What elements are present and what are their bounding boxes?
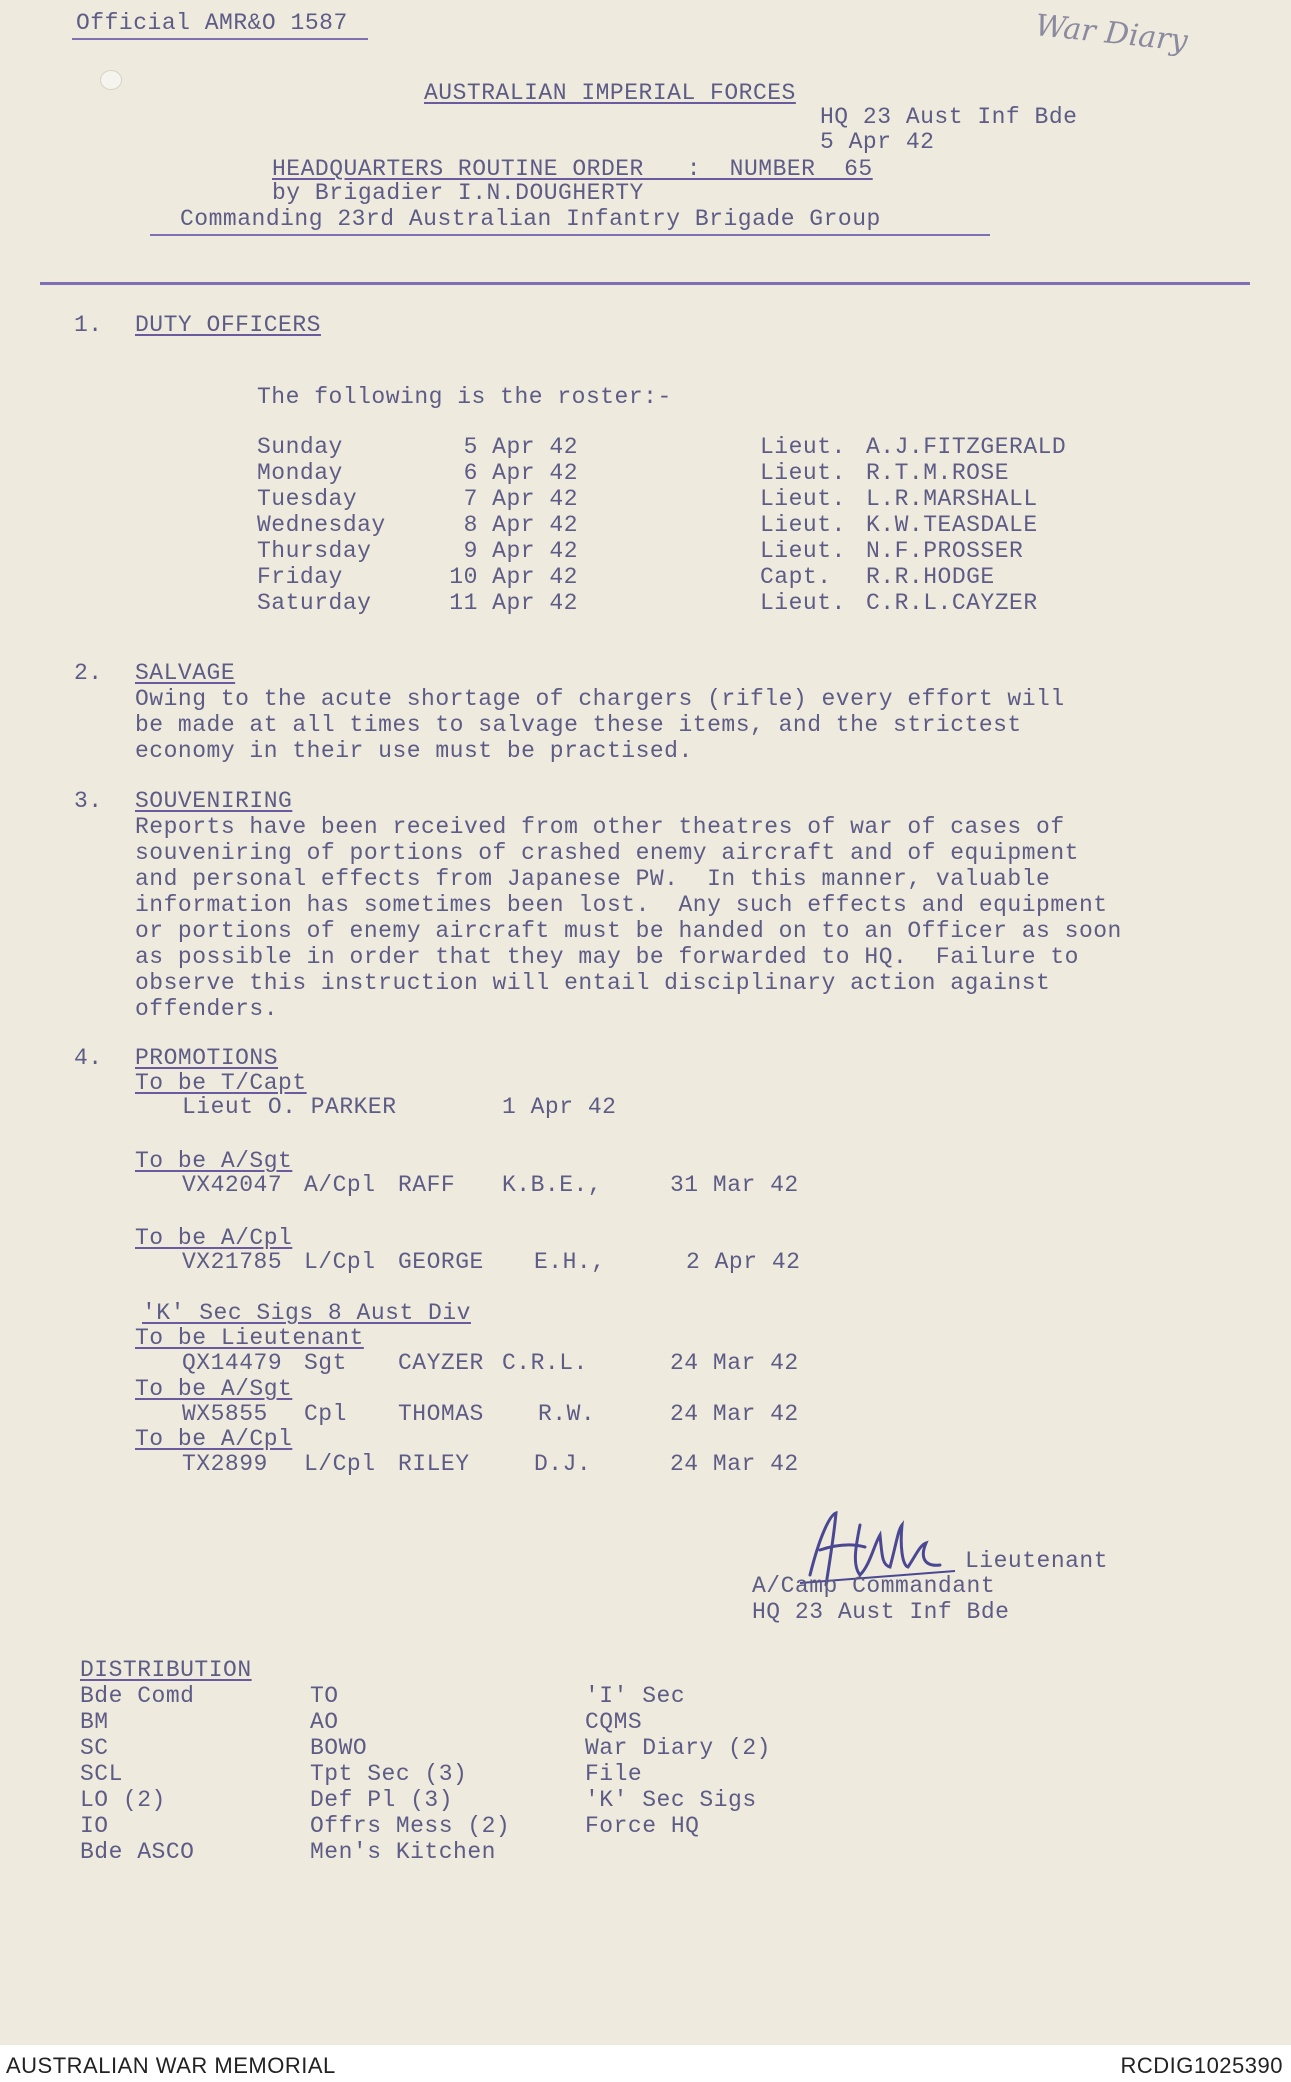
distribution-item: TO	[310, 1683, 339, 1709]
roster-day: Thursday	[257, 538, 372, 564]
section1-title: DUTY OFFICERS	[135, 312, 321, 338]
roster-date: 5 Apr 42	[463, 434, 578, 460]
promotion-date: 31 Mar 42	[670, 1172, 799, 1198]
distribution-item: War Diary (2)	[585, 1735, 771, 1761]
promotion-date: 24 Mar 42	[670, 1451, 799, 1477]
roster-intro: The following is the roster:-	[257, 384, 672, 410]
service-number: WX5855	[182, 1401, 268, 1427]
section3-line: and personal effects from Japanese PW. In this manner, valuable	[135, 866, 1051, 892]
rank: L/Cpl	[304, 1451, 376, 1477]
surname: RAFF	[398, 1172, 456, 1198]
distribution-item: Bde ASCO	[80, 1839, 195, 1865]
roster-rank: Lieut.	[760, 434, 846, 460]
roster-date: 9 Apr 42	[463, 538, 578, 564]
roster-name: K.W.TEASDALE	[866, 512, 1038, 538]
service-number: VX42047	[182, 1172, 283, 1198]
acpl2-heading: To be A/Cpl	[135, 1426, 293, 1452]
roster-day: Sunday	[257, 434, 343, 460]
order-title: HEADQUARTERS ROUTINE ORDER : NUMBER 65	[272, 156, 873, 182]
section2-line: be made at all times to salvage these items, and the strictest	[135, 712, 1022, 738]
tcapt-date: 1 Apr 42	[502, 1094, 617, 1120]
roster-date: 10 Apr 42	[449, 564, 578, 590]
promotion-date: 2 Apr 42	[686, 1249, 801, 1275]
roster-day: Saturday	[257, 590, 372, 616]
section3-number: 3.	[74, 788, 103, 814]
acpl-heading: To be A/Cpl	[135, 1225, 293, 1251]
service-number: TX2899	[182, 1451, 268, 1477]
roster-name: R.T.M.ROSE	[866, 460, 1010, 486]
asgt2-heading: To be A/Sgt	[135, 1376, 293, 1402]
distribution-item: 'K' Sec Sigs	[585, 1787, 757, 1813]
section3-line: information has sometimes been lost. Any such effects and equipment	[135, 892, 1108, 918]
roster-date: 6 Apr 42	[463, 460, 578, 486]
roster-rank: Lieut.	[760, 486, 846, 512]
archive-reference: RCDIG1025390	[1120, 2053, 1283, 2078]
surname: RILEY	[398, 1451, 470, 1477]
distribution-item: AO	[310, 1709, 339, 1735]
section3-body	[135, 814, 1122, 1022]
lt-heading: To be Lieutenant	[135, 1325, 364, 1351]
section3-line: souveniring of portions of crashed enemy aircraft and of equipment	[135, 840, 1079, 866]
distribution-item: Force HQ	[585, 1813, 700, 1839]
section3-line: Reports have been received from other theatres of war of cases of	[135, 814, 1065, 840]
distribution-col2	[310, 1683, 510, 1865]
roster-date: 8 Apr 42	[463, 512, 578, 538]
section2-title: SALVAGE	[135, 660, 236, 686]
roster-name: A.J.FITZGERALD	[866, 434, 1067, 460]
promotion-date: 24 Mar 42	[670, 1350, 799, 1376]
roster-day: Wednesday	[257, 512, 386, 538]
distribution-title: DISTRIBUTION	[80, 1657, 252, 1683]
promotion-date: 24 Mar 42	[670, 1401, 799, 1427]
initials: C.R.L.	[502, 1350, 588, 1376]
date-line: 5 Apr 42	[820, 129, 935, 155]
roster-name: L.R.MARSHALL	[866, 486, 1038, 512]
distribution-item: Def Pl (3)	[310, 1787, 454, 1813]
section1-number: 1.	[74, 312, 103, 338]
section4-title: PROMOTIONS	[135, 1045, 279, 1071]
section4-number: 4.	[74, 1045, 103, 1071]
by-line: by Brigadier I.N.DOUGHERTY	[272, 180, 644, 206]
roster-date: 7 Apr 42	[463, 486, 578, 512]
section2-number: 2.	[74, 660, 103, 686]
distribution-item: Bde Comd	[80, 1683, 195, 1709]
distribution-item: SC	[80, 1735, 109, 1761]
punch-hole	[100, 70, 122, 90]
service-number: VX21785	[182, 1249, 283, 1275]
header-underline	[150, 234, 990, 236]
distribution-item: Tpt Sec (3)	[310, 1761, 468, 1787]
distribution-col1	[80, 1683, 194, 1865]
distribution-item: BOWO	[310, 1735, 368, 1761]
roster-day: Friday	[257, 564, 343, 590]
distribution-col3	[585, 1683, 771, 1839]
rank: Sgt	[304, 1350, 347, 1376]
distribution-item: CQMS	[585, 1709, 643, 1735]
roster-rank: Lieut.	[760, 512, 846, 538]
distribution-item: SCL	[80, 1761, 123, 1787]
tcapt-heading: To be T/Capt	[135, 1070, 307, 1096]
roster-rank: Lieut.	[760, 460, 846, 486]
ksec-heading: 'K' Sec Sigs 8 Aust Div	[142, 1300, 471, 1326]
surname: CAYZER	[398, 1350, 484, 1376]
signatory-appointment: A/Camp Commandant	[752, 1573, 996, 1599]
rank: Cpl	[304, 1401, 347, 1427]
signatory-rank: Lieutenant	[965, 1548, 1109, 1574]
section2-body	[135, 686, 1065, 764]
initials: D.J.	[534, 1451, 592, 1477]
distribution-item: IO	[80, 1813, 109, 1839]
section2-line: Owing to the acute shortage of chargers (rifle) every effort will	[135, 686, 1065, 712]
reference-underline	[72, 38, 368, 40]
distribution-item: BM	[80, 1709, 109, 1735]
tcapt-name: Lieut O. PARKER	[182, 1094, 397, 1120]
roster-date: 11 Apr 42	[449, 590, 578, 616]
asgt-heading: To be A/Sgt	[135, 1148, 293, 1174]
section3-line: offenders.	[135, 996, 279, 1022]
unit-line: HQ 23 Aust Inf Bde	[820, 104, 1078, 130]
roster-day: Monday	[257, 460, 343, 486]
commanding-line: Commanding 23rd Australian Infantry Brigade Group	[180, 206, 881, 232]
handwritten-note: War Diary	[1033, 8, 1190, 59]
section3-line: as possible in order that they may be forwarded to HQ. Failure to	[135, 944, 1079, 970]
header-divider	[40, 282, 1250, 285]
rank: A/Cpl	[304, 1172, 376, 1198]
initials: E.H.,	[534, 1249, 606, 1275]
signatory-unit: HQ 23 Aust Inf Bde	[752, 1599, 1010, 1625]
force-title: AUSTRALIAN IMPERIAL FORCES	[424, 80, 796, 106]
initials: K.B.E.,	[502, 1172, 603, 1198]
distribution-item: 'I' Sec	[585, 1683, 686, 1709]
roster-name: R.R.HODGE	[866, 564, 995, 590]
rank: L/Cpl	[304, 1249, 376, 1275]
distribution-item: File	[585, 1761, 643, 1787]
roster-rank: Lieut.	[760, 590, 846, 616]
initials: R.W.	[538, 1401, 596, 1427]
archive-footer	[0, 2045, 1291, 2082]
section3-title: SOUVENIRING	[135, 788, 293, 814]
roster-rank: Lieut.	[760, 538, 846, 564]
service-number: QX14479	[182, 1350, 283, 1376]
roster-name: N.F.PROSSER	[866, 538, 1024, 564]
roster-name: C.R.L.CAYZER	[866, 590, 1038, 616]
roster-day: Tuesday	[257, 486, 358, 512]
section3-line: observe this instruction will entail disciplinary action against	[135, 970, 1051, 996]
distribution-item: LO (2)	[80, 1787, 166, 1813]
roster-rank: Capt.	[760, 564, 832, 590]
distribution-item: Offrs Mess (2)	[310, 1813, 511, 1839]
official-reference: Official AMR&O 1587	[76, 10, 348, 36]
distribution-item: Men's Kitchen	[310, 1839, 496, 1865]
section3-line: or portions of enemy aircraft must be handed on to an Officer as soon	[135, 918, 1122, 944]
section2-line: economy in their use must be practised.	[135, 738, 693, 764]
surname: GEORGE	[398, 1249, 484, 1275]
archive-name: AUSTRALIAN WAR MEMORIAL	[6, 2053, 336, 2078]
surname: THOMAS	[398, 1401, 484, 1427]
